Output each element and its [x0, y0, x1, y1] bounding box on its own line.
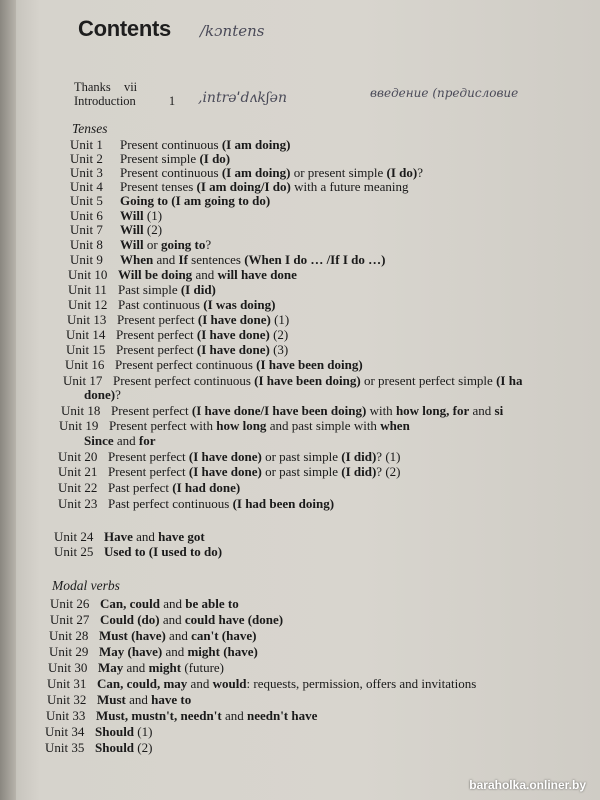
- unit-title-part: (I am doing): [221, 137, 291, 152]
- unit-title-part: Past continuous: [118, 297, 204, 312]
- unit-title-part: or past simple: [261, 449, 342, 464]
- unit-number: Unit 22: [58, 480, 98, 495]
- unit-title-part: and: [187, 676, 213, 691]
- unit-number: Unit 35: [45, 740, 85, 755]
- unit-title-part: (1): [134, 724, 153, 739]
- toc-entry: [67, 312, 289, 328]
- toc-entry: [66, 342, 288, 358]
- toc-entry: [47, 676, 476, 692]
- unit-title-part: and: [125, 692, 152, 707]
- section-heading-modal-verbs: Modal verbs: [52, 578, 120, 593]
- toc-entry: [48, 660, 224, 676]
- unit-title-part: when: [380, 418, 410, 433]
- toc-entry: [58, 480, 240, 496]
- unit-title-part: Past simple: [118, 282, 181, 297]
- front-matter-page: 1: [168, 94, 176, 108]
- unit-number: Unit 28: [49, 628, 89, 643]
- unit-title-part: (I did): [341, 449, 377, 464]
- unit-title-part: and: [192, 267, 218, 282]
- unit-title-part: have got: [158, 529, 205, 544]
- unit-title-part: Will: [120, 222, 144, 237]
- unit-title-part: (I had been doing): [232, 496, 335, 511]
- unit-title-part: and: [159, 612, 185, 627]
- unit-title-part: (I did): [341, 464, 377, 479]
- section-heading-tenses: Tenses: [72, 121, 108, 136]
- toc-entry: [45, 724, 152, 740]
- unit-title-part: si: [494, 403, 504, 418]
- unit-number: Unit 16: [65, 357, 105, 372]
- unit-number: Unit 26: [50, 596, 90, 611]
- unit-number: Unit 17: [63, 373, 103, 388]
- unit-title-part: Going to (I am going to do): [120, 193, 271, 208]
- toc-entry: [54, 529, 205, 545]
- unit-title-part: ?: [205, 237, 212, 252]
- unit-number: Unit 25: [54, 544, 94, 559]
- unit-number: Unit 18: [61, 403, 101, 418]
- unit-title-part: and: [469, 403, 495, 418]
- unit-number: Unit 33: [46, 708, 86, 723]
- unit-number: Unit 30: [48, 660, 88, 675]
- toc-entry: [70, 237, 211, 253]
- unit-title-part: (I have been doing): [254, 373, 361, 388]
- unit-title-part: Must: [97, 692, 126, 707]
- unit-number: Unit 21: [58, 464, 98, 479]
- toc-entry: [45, 740, 152, 756]
- unit-title-part: can't (have): [191, 628, 257, 643]
- unit-title-part: If: [178, 252, 188, 267]
- toc-entry: [50, 596, 239, 612]
- front-matter-label: Introduction: [74, 94, 136, 108]
- unit-number: Unit 1: [70, 137, 103, 152]
- unit-title-part: sentences: [187, 252, 245, 267]
- unit-title-part: (When I do … /If I do …): [244, 252, 386, 267]
- unit-title-part: and: [153, 252, 179, 267]
- unit-title-part: Present perfect: [116, 327, 197, 342]
- unit-title-part: or present simple: [290, 165, 387, 180]
- unit-title-part: have to: [151, 692, 192, 707]
- unit-number: Unit 8: [70, 237, 103, 252]
- toc-entry: [84, 433, 156, 449]
- toc-entry: [54, 544, 222, 560]
- toc-entry: [70, 222, 162, 238]
- toc-entry: [58, 464, 400, 480]
- unit-title-part: Present perfect continuous: [113, 373, 255, 388]
- unit-title-part: Present tenses: [120, 179, 197, 194]
- unit-title-part: Have: [104, 529, 133, 544]
- front-matter-label: Thanks: [74, 80, 111, 94]
- unit-title-part: would: [212, 676, 247, 691]
- unit-title-part: might: [148, 660, 182, 675]
- unit-title-part: (I have done): [196, 342, 270, 357]
- unit-title-part: needn't have: [246, 708, 318, 723]
- unit-title-part: Present perfect with: [109, 418, 217, 433]
- unit-title-part: When: [120, 252, 154, 267]
- unit-title-part: how long: [216, 418, 267, 433]
- unit-title-part: (I am doing): [221, 165, 291, 180]
- unit-title-part: and: [165, 628, 192, 643]
- unit-title-part: Present perfect: [111, 403, 192, 418]
- unit-number: Unit 12: [68, 297, 108, 312]
- unit-title-part: be able to: [185, 596, 239, 611]
- toc-entry: [49, 628, 256, 644]
- handwritten-title-note: /kɔntens: [200, 22, 265, 40]
- unit-number: Unit 9: [70, 252, 103, 267]
- unit-number: Unit 31: [47, 676, 87, 691]
- toc-entry: [50, 612, 283, 628]
- unit-title-part: May: [98, 660, 124, 675]
- unit-title-part: and: [162, 644, 188, 659]
- unit-number: Unit 13: [67, 312, 107, 327]
- unit-title-part: Will: [120, 237, 144, 252]
- unit-number: Unit 29: [49, 644, 89, 659]
- unit-title-part: might (have): [187, 644, 258, 659]
- unit-title-part: (I am doing/I do): [196, 179, 291, 194]
- unit-title-part: and: [123, 660, 149, 675]
- unit-title-part: Could (do): [100, 612, 160, 627]
- toc-entry: [49, 644, 258, 660]
- unit-title-part: ? (1): [376, 449, 401, 464]
- toc-entry: [68, 282, 216, 298]
- unit-title-part: (1): [143, 208, 163, 223]
- unit-title-part: Can, could: [100, 596, 160, 611]
- toc-entry: [47, 692, 191, 708]
- toc-entry: [66, 327, 288, 343]
- unit-title-part: (I had done): [172, 480, 241, 495]
- front-matter-thanks: [74, 80, 137, 95]
- unit-number: Unit 34: [45, 724, 85, 739]
- unit-title-part: ?: [115, 387, 121, 402]
- unit-title-part: ? (2): [376, 464, 401, 479]
- unit-title-part: Past perfect: [108, 480, 173, 495]
- unit-title-part: Present simple: [120, 151, 200, 166]
- unit-title-part: Present perfect: [117, 312, 198, 327]
- toc-entry: [63, 373, 522, 389]
- unit-number: Unit 11: [68, 282, 107, 297]
- unit-title-part: (future): [181, 660, 225, 675]
- unit-title-part: : requests, permission, offers and invitations: [246, 676, 477, 691]
- unit-title-part: for: [138, 433, 156, 448]
- unit-title-part: (2): [269, 327, 289, 342]
- unit-title-part: Present perfect: [108, 464, 189, 479]
- unit-number: Unit 19: [59, 418, 99, 433]
- unit-title-part: (I was doing): [203, 297, 276, 312]
- unit-title-part: and past simple with: [266, 418, 381, 433]
- unit-title-part: Since: [84, 433, 114, 448]
- unit-title-part: could have (done): [184, 612, 284, 627]
- unit-title-part: Must, mustn't, needn't: [96, 708, 222, 723]
- unit-number: Unit 27: [50, 612, 90, 627]
- toc-entry: [70, 193, 270, 209]
- unit-title-part: (I have done/I have been doing): [191, 403, 367, 418]
- unit-title-part: Should: [95, 740, 135, 755]
- unit-title-part: or past simple: [261, 464, 342, 479]
- unit-title-part: Will: [120, 208, 144, 223]
- unit-number: Unit 23: [58, 496, 98, 511]
- unit-title-part: Will be doing: [118, 267, 193, 282]
- toc-entry: [65, 357, 363, 373]
- unit-title-part: Present continuous: [120, 165, 222, 180]
- toc-entry: [61, 403, 503, 419]
- unit-number: Unit 10: [68, 267, 108, 282]
- unit-title-part: Must (have): [99, 628, 166, 643]
- unit-title-part: (I do): [199, 151, 231, 166]
- unit-title-part: (I have done): [197, 312, 271, 327]
- unit-title-part: and: [132, 529, 159, 544]
- unit-number: Unit 4: [70, 179, 103, 194]
- unit-title-part: Present perfect: [108, 449, 189, 464]
- unit-title-part: and: [221, 708, 247, 723]
- unit-number: Unit 20: [58, 449, 98, 464]
- front-matter-page: vii: [123, 80, 138, 94]
- watermark: baraholka.onliner.by: [469, 778, 586, 792]
- unit-title-part: ?: [417, 165, 423, 180]
- unit-title-part: Present perfect continuous: [115, 357, 257, 372]
- unit-number: Unit 14: [66, 327, 106, 342]
- unit-title-part: and: [159, 596, 186, 611]
- unit-title-part: (2): [143, 222, 163, 237]
- unit-title-part: (2): [134, 740, 153, 755]
- unit-title-part: (3): [269, 342, 289, 357]
- unit-title-part: (I have been doing): [256, 357, 363, 372]
- unit-title-part: Should: [95, 724, 135, 739]
- unit-number: Unit 3: [70, 165, 103, 180]
- unit-title-part: (I have done): [188, 449, 262, 464]
- toc-entry: [58, 496, 334, 512]
- front-matter-introduction: [74, 94, 175, 109]
- unit-title-part: going to: [160, 237, 206, 252]
- unit-title-part: or: [143, 237, 161, 252]
- unit-number: Unit 2: [70, 151, 103, 166]
- unit-title-part: (I have done): [196, 327, 270, 342]
- unit-number: Unit 32: [47, 692, 87, 707]
- toc-entry: [59, 418, 410, 434]
- toc-entry: [46, 708, 317, 724]
- handwritten-intro-note-ru: введение (предисловие: [370, 86, 519, 100]
- unit-number: Unit 6: [70, 208, 103, 223]
- unit-number: Unit 24: [54, 529, 94, 544]
- unit-title-part: (I do): [386, 165, 418, 180]
- unit-title-part: May (have): [99, 644, 163, 659]
- unit-title-part: done): [84, 387, 116, 402]
- page-title: Contents: [78, 16, 171, 41]
- unit-title-part: and: [113, 433, 139, 448]
- unit-title-part: Used to (I used to do): [104, 544, 223, 559]
- toc-entry: [58, 449, 400, 465]
- unit-title-part: Present continuous: [120, 137, 222, 152]
- unit-title-part: (I did): [180, 282, 216, 297]
- unit-title-part: or present perfect simple: [360, 373, 497, 388]
- unit-title-part: how long, for: [395, 403, 470, 418]
- unit-number: Unit 7: [70, 222, 103, 237]
- unit-title-part: Past perfect continuous: [108, 496, 233, 511]
- unit-number: Unit 15: [66, 342, 106, 357]
- toc-entry: [84, 387, 121, 403]
- book-spine: [0, 0, 16, 800]
- unit-title-part: Present perfect: [116, 342, 197, 357]
- toc-entry: [68, 267, 297, 283]
- unit-title-part: (1): [270, 312, 290, 327]
- toc-entry: [70, 252, 385, 268]
- unit-number: Unit 5: [70, 193, 103, 208]
- unit-title-part: will have done: [217, 267, 297, 282]
- handwritten-intro-note: ,intrəˈdʌkʃən: [198, 90, 287, 106]
- unit-title-part: with: [366, 403, 396, 418]
- unit-title-part: (I have done): [188, 464, 262, 479]
- toc-entry: [68, 297, 275, 313]
- unit-title-part: Can, could, may: [97, 676, 188, 691]
- unit-title-part: (I ha: [496, 373, 523, 388]
- unit-title-part: with a future meaning: [290, 179, 409, 194]
